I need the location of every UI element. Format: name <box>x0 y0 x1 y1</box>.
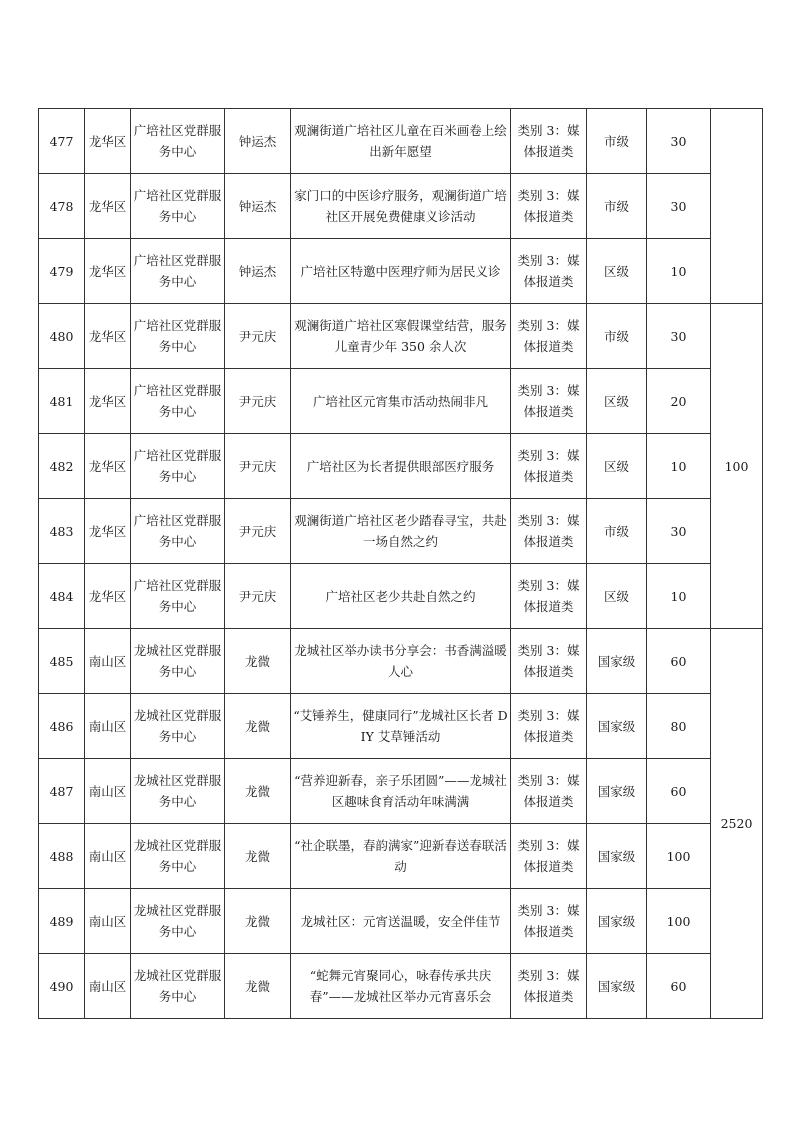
person-cell: 钟运杰 <box>225 174 291 239</box>
score-cell: 10 <box>647 564 711 629</box>
organization-cell: 广培社区党群服务中心 <box>131 499 225 564</box>
title-cell: “艾锤养生，健康同行”龙城社区长者 DIY 艾草锤活动 <box>291 694 511 759</box>
title-cell: 龙城社区：元宵送温暖，安全伴佳节 <box>291 889 511 954</box>
district-cell: 南山区 <box>85 889 131 954</box>
table-row <box>39 304 763 369</box>
title-cell: “蛇舞元宵聚同心，咏春传承共庆春”——龙城社区举办元宵喜乐会 <box>291 954 511 1019</box>
organization-cell: 广培社区党群服务中心 <box>131 564 225 629</box>
district-cell: 南山区 <box>85 629 131 694</box>
row-number: 488 <box>39 824 85 889</box>
level-cell: 市级 <box>587 499 647 564</box>
organization-cell: 龙城社区党群服务中心 <box>131 759 225 824</box>
level-cell: 区级 <box>587 564 647 629</box>
organization-cell: 广培社区党群服务中心 <box>131 109 225 174</box>
title-cell: “社企联墨，春韵满家”迎新春送春联活动 <box>291 824 511 889</box>
table-row <box>39 369 763 434</box>
category-cell: 类别 3：媒体报道类 <box>511 434 587 499</box>
title-cell: 龙城社区举办读书分享会：书香满溢暖人心 <box>291 629 511 694</box>
level-cell: 市级 <box>587 304 647 369</box>
level-cell: 区级 <box>587 434 647 499</box>
table-row <box>39 434 763 499</box>
table-row <box>39 174 763 239</box>
district-cell: 南山区 <box>85 694 131 759</box>
category-cell: 类别 3：媒体报道类 <box>511 824 587 889</box>
organization-cell: 广培社区党群服务中心 <box>131 369 225 434</box>
table-row <box>39 954 763 1019</box>
score-cell: 30 <box>647 174 711 239</box>
level-cell: 市级 <box>587 174 647 239</box>
organization-cell: 龙城社区党群服务中心 <box>131 889 225 954</box>
table-row <box>39 109 763 174</box>
row-number: 483 <box>39 499 85 564</box>
row-number: 477 <box>39 109 85 174</box>
person-cell: 尹元庆 <box>225 304 291 369</box>
category-cell: 类别 3：媒体报道类 <box>511 759 587 824</box>
person-cell: 尹元庆 <box>225 369 291 434</box>
person-cell: 龙微 <box>225 824 291 889</box>
organization-cell: 广培社区党群服务中心 <box>131 174 225 239</box>
row-number: 487 <box>39 759 85 824</box>
district-cell: 龙华区 <box>85 434 131 499</box>
district-cell: 龙华区 <box>85 564 131 629</box>
level-cell: 国家级 <box>587 759 647 824</box>
person-cell: 尹元庆 <box>225 564 291 629</box>
title-cell: 家门口的中医诊疗服务，观澜街道广培社区开展免费健康义诊活动 <box>291 174 511 239</box>
person-cell: 钟运杰 <box>225 109 291 174</box>
score-cell: 100 <box>647 889 711 954</box>
district-cell: 南山区 <box>85 954 131 1019</box>
table-row <box>39 564 763 629</box>
table-row <box>39 824 763 889</box>
person-cell: 龙微 <box>225 889 291 954</box>
title-cell: 观澜街道广培社区儿童在百米画卷上绘出新年愿望 <box>291 109 511 174</box>
organization-cell: 龙城社区党群服务中心 <box>131 954 225 1019</box>
category-cell: 类别 3：媒体报道类 <box>511 109 587 174</box>
district-cell: 龙华区 <box>85 174 131 239</box>
score-cell: 60 <box>647 629 711 694</box>
level-cell: 区级 <box>587 369 647 434</box>
title-cell: 广培社区老少共赴自然之约 <box>291 564 511 629</box>
district-cell: 龙华区 <box>85 499 131 564</box>
category-cell: 类别 3：媒体报道类 <box>511 174 587 239</box>
title-cell: 广培社区元宵集市活动热闹非凡 <box>291 369 511 434</box>
category-cell: 类别 3：媒体报道类 <box>511 564 587 629</box>
row-number: 480 <box>39 304 85 369</box>
records-table <box>38 108 763 1019</box>
district-cell: 龙华区 <box>85 109 131 174</box>
level-cell: 国家级 <box>587 954 647 1019</box>
row-number: 478 <box>39 174 85 239</box>
level-cell: 国家级 <box>587 889 647 954</box>
score-cell: 60 <box>647 759 711 824</box>
level-cell: 国家级 <box>587 824 647 889</box>
table-row <box>39 889 763 954</box>
row-number: 489 <box>39 889 85 954</box>
group-total-cell: 100 <box>711 304 763 629</box>
score-cell: 60 <box>647 954 711 1019</box>
person-cell: 龙微 <box>225 954 291 1019</box>
level-cell: 国家级 <box>587 694 647 759</box>
category-cell: 类别 3：媒体报道类 <box>511 239 587 304</box>
title-cell: 广培社区特邀中医理疗师为居民义诊 <box>291 239 511 304</box>
row-number: 486 <box>39 694 85 759</box>
row-number: 490 <box>39 954 85 1019</box>
person-cell: 尹元庆 <box>225 499 291 564</box>
category-cell: 类别 3：媒体报道类 <box>511 369 587 434</box>
score-cell: 10 <box>647 239 711 304</box>
category-cell: 类别 3：媒体报道类 <box>511 629 587 694</box>
score-cell: 80 <box>647 694 711 759</box>
category-cell: 类别 3：媒体报道类 <box>511 889 587 954</box>
organization-cell: 龙城社区党群服务中心 <box>131 694 225 759</box>
organization-cell: 龙城社区党群服务中心 <box>131 629 225 694</box>
category-cell: 类别 3：媒体报道类 <box>511 499 587 564</box>
group-total-cell: 2520 <box>711 629 763 1019</box>
row-number: 482 <box>39 434 85 499</box>
table-row <box>39 759 763 824</box>
person-cell: 龙微 <box>225 759 291 824</box>
person-cell: 龙微 <box>225 694 291 759</box>
district-cell: 龙华区 <box>85 369 131 434</box>
district-cell: 龙华区 <box>85 239 131 304</box>
person-cell: 钟运杰 <box>225 239 291 304</box>
title-cell: “营养迎新春，亲子乐团圆”——龙城社区趣味食育活动年味满满 <box>291 759 511 824</box>
score-cell: 20 <box>647 369 711 434</box>
score-cell: 30 <box>647 499 711 564</box>
person-cell: 尹元庆 <box>225 434 291 499</box>
organization-cell: 广培社区党群服务中心 <box>131 434 225 499</box>
table-row <box>39 239 763 304</box>
group-total-cell-empty <box>711 109 763 304</box>
score-cell: 100 <box>647 824 711 889</box>
row-number: 479 <box>39 239 85 304</box>
organization-cell: 广培社区党群服务中心 <box>131 304 225 369</box>
row-number: 481 <box>39 369 85 434</box>
district-cell: 南山区 <box>85 824 131 889</box>
score-cell: 30 <box>647 109 711 174</box>
level-cell: 市级 <box>587 109 647 174</box>
district-cell: 南山区 <box>85 759 131 824</box>
row-number: 485 <box>39 629 85 694</box>
organization-cell: 广培社区党群服务中心 <box>131 239 225 304</box>
level-cell: 区级 <box>587 239 647 304</box>
category-cell: 类别 3：媒体报道类 <box>511 304 587 369</box>
table-row <box>39 499 763 564</box>
district-cell: 龙华区 <box>85 304 131 369</box>
score-cell: 30 <box>647 304 711 369</box>
person-cell: 龙微 <box>225 629 291 694</box>
level-cell: 国家级 <box>587 629 647 694</box>
title-cell: 观澜街道广培社区老少踏春寻宝，共赴一场自然之约 <box>291 499 511 564</box>
table-row <box>39 694 763 759</box>
score-cell: 10 <box>647 434 711 499</box>
organization-cell: 龙城社区党群服务中心 <box>131 824 225 889</box>
row-number: 484 <box>39 564 85 629</box>
table-row <box>39 629 763 694</box>
category-cell: 类别 3：媒体报道类 <box>511 954 587 1019</box>
category-cell: 类别 3：媒体报道类 <box>511 694 587 759</box>
title-cell: 广培社区为长者提供眼部医疗服务 <box>291 434 511 499</box>
title-cell: 观澜街道广培社区寒假课堂结营，服务儿童青少年 350 余人次 <box>291 304 511 369</box>
